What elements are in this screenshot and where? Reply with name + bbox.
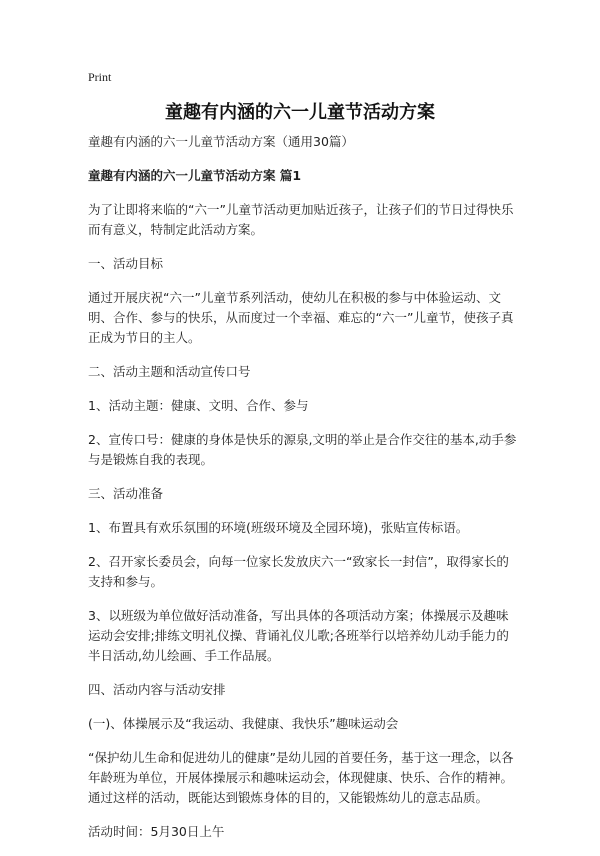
paragraph-slogan: 2、宣传口号：健康的身体是快乐的源泉,文明的举止是合作交往的基本,动手参与是锻炼自我的表现。 (88, 432, 517, 467)
paragraph-time: 活动时间：5月30日上午 (88, 824, 225, 839)
document-body (88, 132, 518, 856)
paragraph-intro: 为了让即将来临的“六一”儿童节活动更加贴近孩子，让孩子们的节日过得快乐而有意义，特制定此活动方案。 (88, 202, 514, 237)
section-heading: 童趣有内涵的六一儿童节活动方案 篇1 (88, 168, 302, 183)
heading-preparation: 三、活动准备 (88, 486, 164, 501)
paragraph-prep-1: 1、布置具有欢乐氛围的环境(班级环境及全园环境)，张贴宣传标语。 (88, 520, 469, 535)
document-subtitle: 童趣有内涵的六一儿童节活动方案（通用30篇） (88, 134, 354, 149)
paragraph-prep-3: 3、以班级为单位做好活动准备，写出具体的各项活动方案；体操展示及趣味运动会安排;排练文明礼仪操、背诵礼仪儿歌;各班举行以培养幼儿动手能力的半日活动,幼儿绘画、手工作品展。 (88, 608, 509, 663)
print-label: Print (88, 70, 112, 84)
paragraph-goals: 通过开展庆祝“六一”儿童节系列活动，使幼儿在积极的参与中体验运动、文明、合作、参与的快乐，从而度过一个幸福、难忘的“六一”儿童节，使孩子真正成为节日的主人。 (88, 290, 514, 345)
paragraph-theme: 1、活动主题：健康、文明、合作、参与 (88, 398, 309, 413)
page-title: 童趣有内涵的六一儿童节活动方案 (165, 102, 435, 123)
heading-content: 四、活动内容与活动安排 (88, 682, 226, 697)
paragraph-content-1: (一)、体操展示及“我运动、我健康、我快乐”趣味运动会 (88, 716, 399, 731)
heading-theme: 二、活动主题和活动宣传口号 (88, 364, 251, 379)
paragraph-content-2: “保护幼儿生命和促进幼儿的健康”是幼儿园的首要任务，基于这一理念，以各年龄班为单位，开展体操展示和趣味运动会，体现健康、快乐、合作的精神。通过这样的活动，既能达到锻炼身体的目的，又能锻炼幼儿的意志品质。 (88, 750, 514, 805)
paragraph-prep-2: 2、召开家长委员会，向每一位家长发放庆六一“致家长一封信”，取得家长的支持和参与。 (88, 554, 509, 589)
heading-goals: 一、活动目标 (88, 256, 164, 271)
